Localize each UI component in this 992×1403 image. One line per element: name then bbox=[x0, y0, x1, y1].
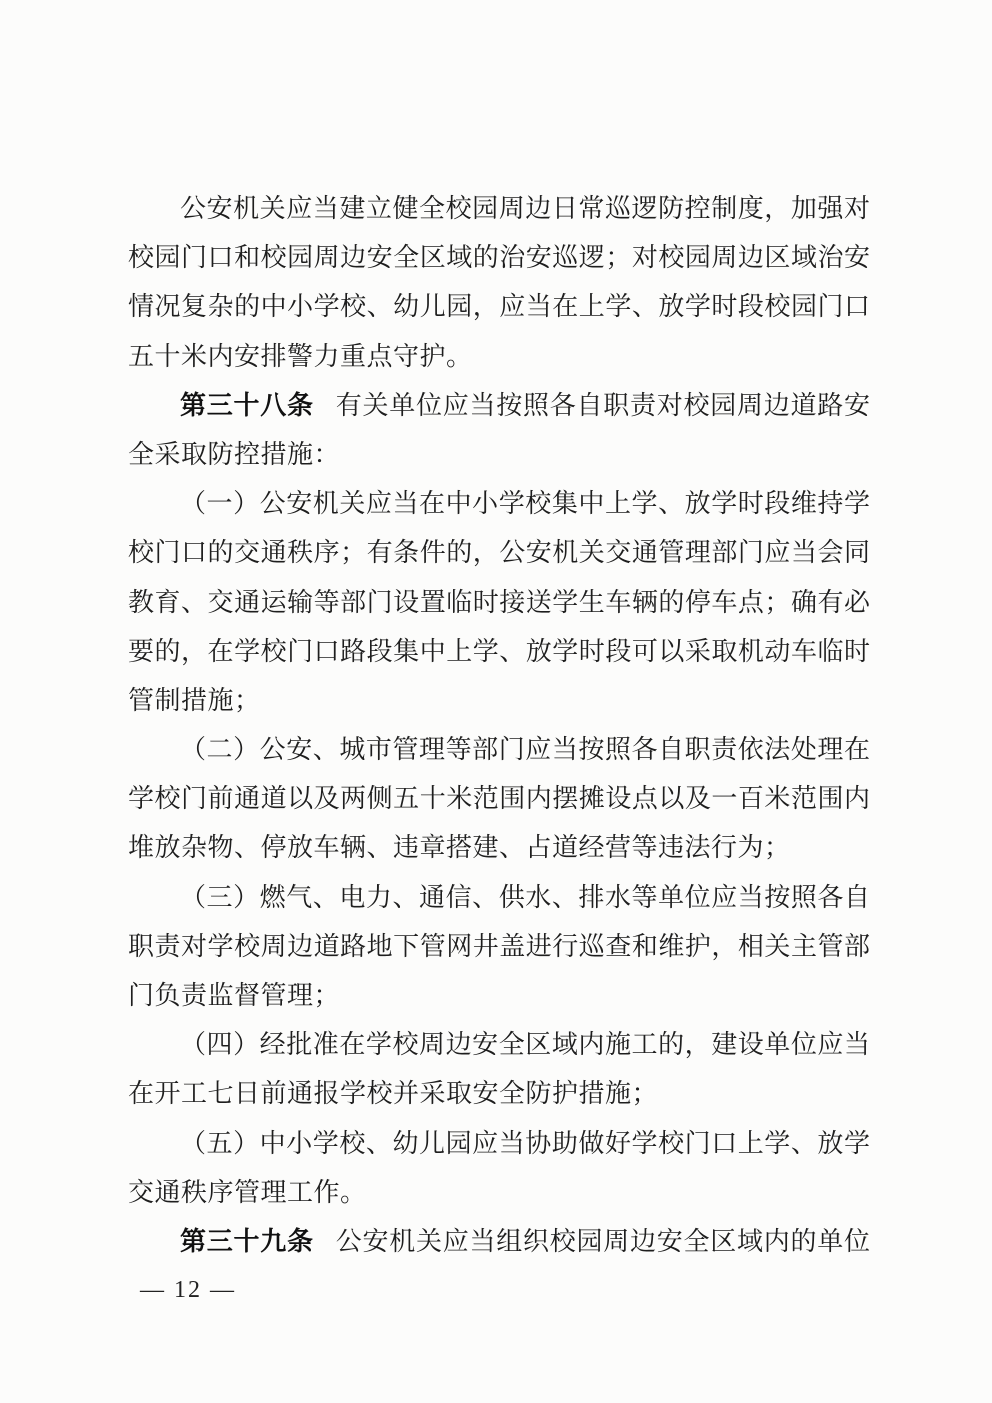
text-line: （四）经批准在学校周边安全区域内施工的，建设单位应当 bbox=[180, 1030, 870, 1061]
text-line: 在开工七日前通报学校并采取安全防护措施； bbox=[128, 1079, 659, 1110]
body-text bbox=[128, 185, 870, 1267]
text-line: 全采取防控措施： bbox=[128, 439, 341, 470]
text-line: 情况复杂的中小学校、幼儿园，应当在上学、放学时段校园门口 bbox=[128, 292, 870, 323]
text-line: 管制措施； bbox=[128, 685, 261, 716]
text-line: 校园门口和校园周边安全区域的治安巡逻；对校园周边区域治安 bbox=[128, 243, 870, 274]
text-line: （三）燃气、电力、通信、供水、排水等单位应当按照各自 bbox=[180, 882, 870, 913]
text-line: （一）公安机关应当在中小学校集中上学、放学时段维持学 bbox=[180, 489, 870, 520]
text-line: 校门口的交通秩序；有条件的，公安机关交通管理部门应当会同 bbox=[128, 538, 870, 569]
text-line: 公安机关应当建立健全校园周边日常巡逻防控制度，加强对 bbox=[180, 194, 870, 224]
text-line: 堆放杂物、停放车辆、违章搭建、占道经营等违法行为； bbox=[128, 833, 791, 864]
text-line: 要的，在学校门口路段集中上学、放学时段可以采取机动车临时 bbox=[128, 636, 870, 667]
article-heading: 第三十九条 bbox=[180, 1226, 314, 1257]
article-line bbox=[128, 1218, 870, 1267]
text-line: （二）公安、城市管理等部门应当按照各自职责依法处理在 bbox=[180, 735, 870, 766]
text-line: （五）中小学校、幼儿园应当协助做好学校门口上学、放学 bbox=[180, 1128, 870, 1159]
article-heading: 第三十八条 bbox=[180, 390, 314, 421]
text-line: 职责对学校周边道路地下管网井盖进行巡查和维护，相关主管部 bbox=[128, 931, 870, 962]
text-line: 学校门前通道以及两侧五十米范围内摆摊设点以及一百米范围内 bbox=[128, 784, 870, 815]
article-text: 公安机关应当组织校园周边安全区域内的单位 bbox=[335, 1226, 870, 1257]
article-text: 有关单位应当按照各自职责对校园周边道路安 bbox=[335, 390, 870, 421]
text-line: 门负责监督管理； bbox=[128, 981, 341, 1011]
text-line: 教育、交通运输等部门设置临时接送学生车辆的停车点；确有必 bbox=[128, 587, 870, 618]
page-number: — 12 — bbox=[140, 1277, 236, 1303]
text-line: 五十米内安排警力重点守护。 bbox=[128, 341, 473, 372]
article-line bbox=[128, 382, 870, 431]
text-line: 交通秩序管理工作。 bbox=[128, 1177, 367, 1208]
